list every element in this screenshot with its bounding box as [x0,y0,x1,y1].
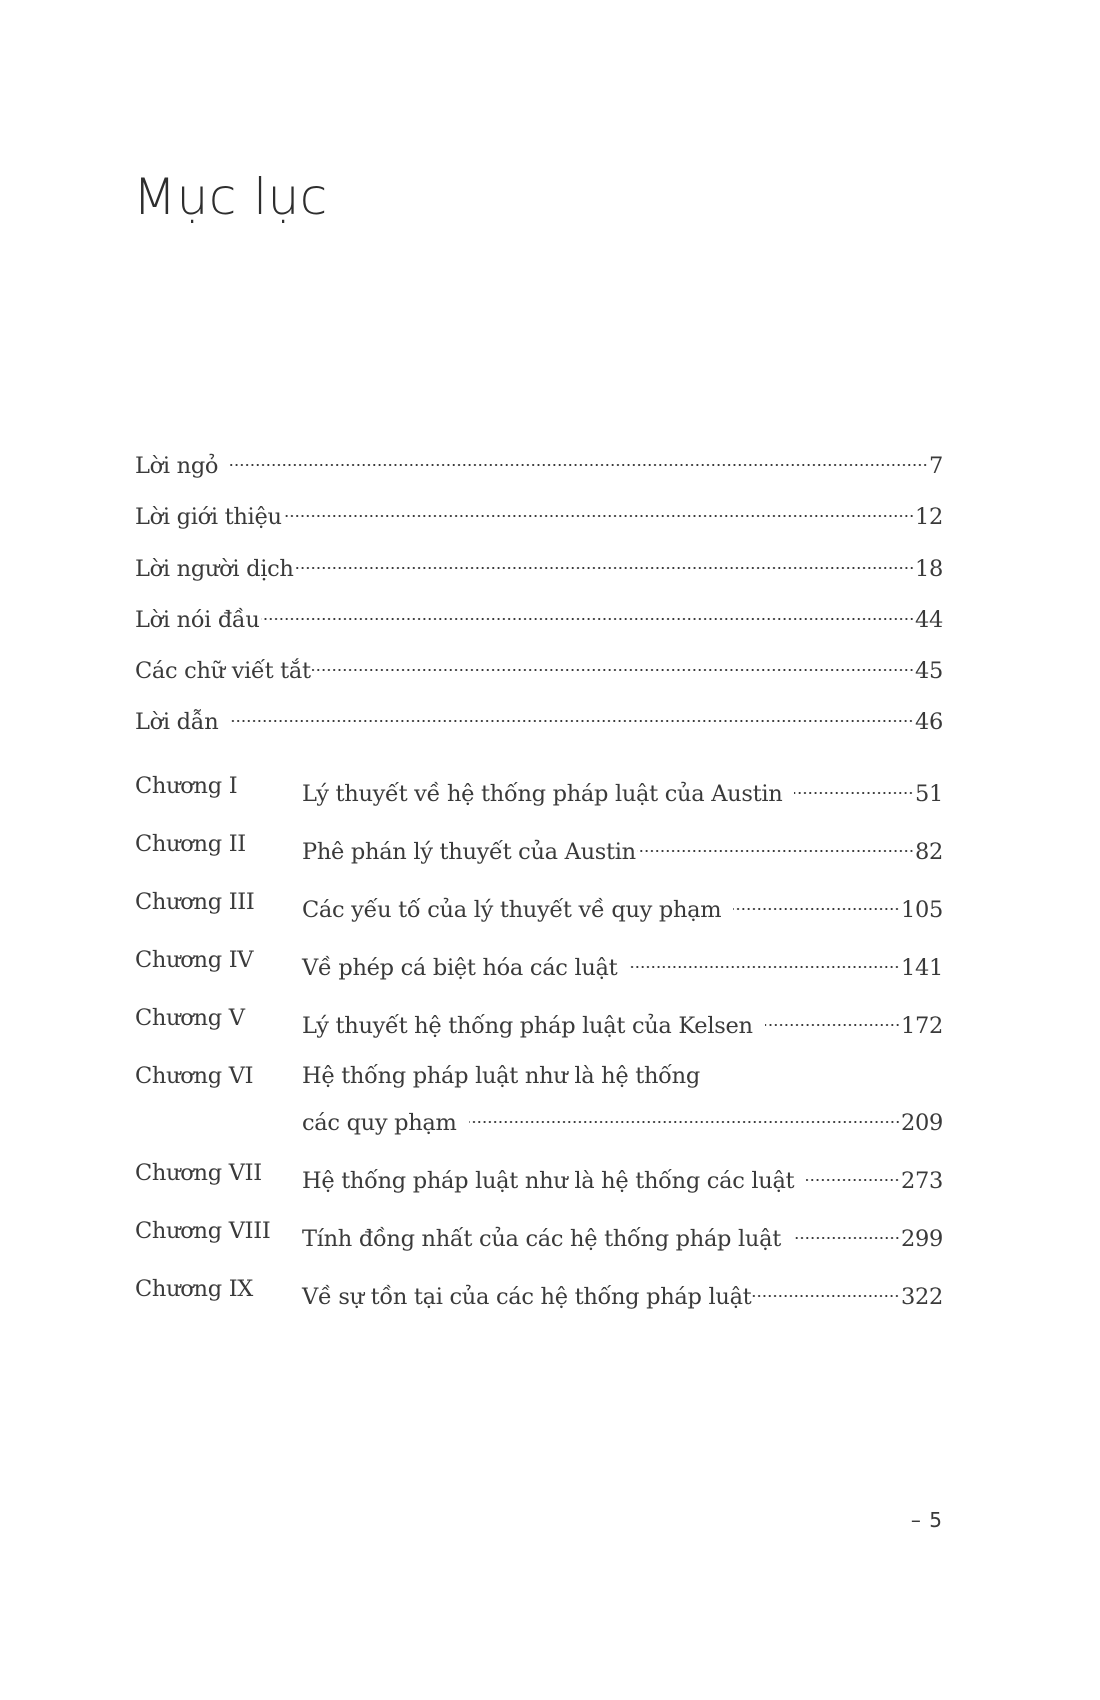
toc-chapter[interactable] [135,771,943,829]
chapter-title: Lý thuyết hệ thống pháp luật của Kelsen [302,1013,753,1039]
dot-leader [806,1158,900,1188]
chapter-page: 322 [900,1284,943,1310]
toc-chapter[interactable] [135,887,943,945]
chapter-label: Chương VI [135,1063,254,1089]
toc-entry-title: Lời nói đầu [135,606,260,633]
chapter-title: Về phép cá biệt hóa các luật [302,955,618,981]
toc-entry-title: Lời dẫn [135,709,219,736]
toc-entry-page: 12 [914,504,943,531]
toc-entry[interactable] [135,699,943,750]
toc-entry[interactable] [135,494,943,545]
toc-entry[interactable] [135,443,943,494]
toc-front-matter [135,443,943,751]
chapter-title-line2: các quy phạm [302,1110,457,1136]
toc-chapter[interactable] [135,1274,943,1332]
toc-entry-title: Lời giới thiệu [135,504,282,531]
chapter-title: Hệ thống pháp luật như là hệ thống các luật [302,1168,795,1194]
chapter-label: Chương II [135,831,246,857]
toc-entry-page: 18 [914,555,943,582]
chapter-label: Chương VII [135,1160,262,1186]
toc-chapter[interactable] [135,1216,943,1274]
toc-entry-title: Lời người dịch [135,555,294,582]
chapter-label: Chương VIII [135,1218,271,1244]
chapter-label: Chương III [135,889,255,915]
dot-leader [283,494,914,524]
chapter-label: Chương IV [135,947,254,973]
toc-chapter[interactable] [135,829,943,887]
page-title: Mục lục [133,168,328,226]
toc-entry-title: Lời ngỏ [135,453,219,479]
toc-entry[interactable] [135,546,943,597]
dot-leader [629,945,900,975]
toc-chapter[interactable] [135,945,943,1003]
toc-entry-page: 46 [914,709,943,736]
chapter-title: Các yếu tố của lý thuyết về quy phạm [302,897,722,923]
toc-entry-title: Các chữ viết tắt [135,658,311,685]
chapter-page: 172 [900,1013,943,1039]
toc-chapter[interactable] [135,1061,943,1158]
chapter-page: 105 [900,897,943,923]
chapter-label: Chương I [135,773,238,799]
dot-leader [765,1003,900,1033]
dot-leader [637,829,914,859]
chapter-title: Lý thuyết về hệ thống pháp luật của Austin [302,781,783,807]
toc-chapter[interactable] [135,1003,943,1061]
dot-leader [230,699,914,729]
chapter-page: 209 [900,1110,943,1136]
chapter-page: 299 [900,1226,943,1252]
chapter-page: 273 [900,1168,943,1194]
page-number: – 5 [910,1508,943,1532]
dot-leader [469,1100,900,1130]
chapter-page: 141 [900,955,943,981]
chapter-title: Phê phán lý thuyết của Austin [302,839,636,865]
chapter-page: 82 [914,839,943,865]
chapter-page: 51 [914,781,943,807]
dot-leader [793,1216,900,1246]
dot-leader [312,648,914,678]
chapter-title: Tính đồng nhất của các hệ thống pháp luật [302,1226,781,1252]
toc-entry[interactable] [135,597,943,648]
chapter-title: Về sự tồn tại của các hệ thống pháp luật [302,1284,752,1310]
dot-leader [230,443,928,473]
dot-leader [794,771,914,801]
chapter-label: Chương IX [135,1276,253,1302]
chapter-title-line1: Hệ thống pháp luật như là hệ thống [302,1063,700,1089]
dot-leader [261,597,914,627]
toc-entry-page: 7 [928,453,943,479]
dot-leader [295,546,914,576]
chapter-label: Chương V [135,1005,245,1031]
toc-chapter[interactable] [135,1158,943,1216]
toc-entry[interactable] [135,648,943,699]
toc-chapters [135,771,943,1332]
toc-entry-page: 44 [914,606,943,633]
toc-entry-page: 45 [914,658,943,685]
dot-leader [752,1274,900,1304]
dot-leader [733,887,900,917]
